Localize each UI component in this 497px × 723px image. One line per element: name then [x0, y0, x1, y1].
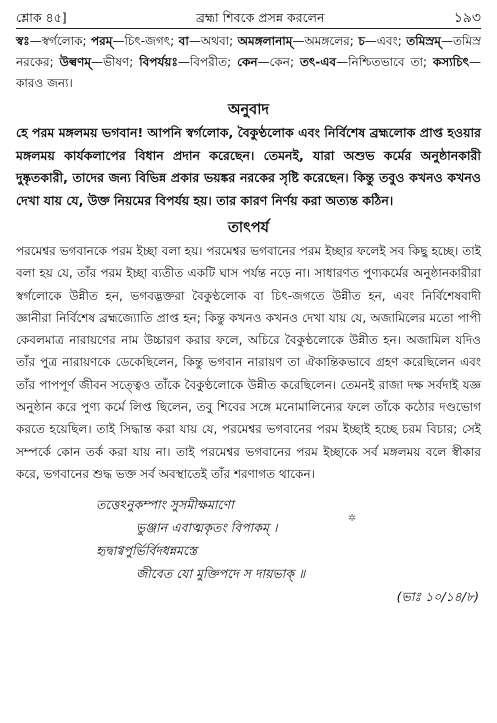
synonym-meaning: —বিপরীত;: [177, 55, 238, 69]
purport-heading: তাৎপর্য: [227, 220, 270, 236]
synonym-term: কেন: [237, 55, 258, 69]
synonym-term: তমিস্রম্: [406, 34, 441, 48]
synonym-meaning: —নিশ্চিতভাবে তা;: [336, 55, 433, 69]
synonym-meaning: —কারও জন্য।: [16, 55, 481, 90]
quote-reference: (ভাঃ ১০/১৪/৮): [396, 589, 479, 605]
synonym-term: বিপর্যয়ঃ: [139, 55, 178, 69]
translation-heading: অনুবাদ: [227, 102, 270, 118]
chapter-title: ব্রহ্মা শিবকে প্রসন্ন করলেন: [195, 10, 325, 25]
synonym-meaning: —চিৎ-জগৎ;: [112, 34, 179, 48]
synonym-meaning: —এবং;: [364, 34, 407, 48]
synonym-meaning: —স্বর্গলোক;: [29, 34, 92, 48]
star-ornament: ✲: [348, 513, 357, 524]
synonym-meaning: —তমিস্র নরকের;: [16, 34, 481, 69]
page-number: ১৯৩: [453, 10, 481, 26]
synonym-meaning: —কেন;: [257, 55, 300, 69]
synonym-term: পরম্: [91, 34, 113, 48]
synonym-meaning: —অমঙ্গলের;: [292, 34, 359, 48]
synonym-meaning: —অথবা;: [188, 34, 238, 48]
running-header: [16, 6, 481, 28]
synonym-term: বা: [178, 34, 189, 48]
synonym-term: কস্যচিৎ: [432, 55, 469, 69]
word-for-word-synonyms: [16, 31, 481, 94]
sanskrit-quote: [16, 493, 481, 608]
synonym-term: চ: [358, 34, 365, 48]
translation-text: হে পরম মঙ্গলময় ভগবান! আপনি স্বর্গলোক, বৈকুণ্ঠলোক এবং নির্বিশেষ ব্রহ্মলোক প্রাপ্ত হওয়ার মঙ্গলময় কার্যকলাপের বিধান প্রদান করেছেন। তেমনই, যারা অশুভ কর্মের অনুষ্ঠানকারী দুষ্কৃতকারী, তাদের জন্য বিভিন্ন প্রকার ভয়ঙ্কর নরকের সৃষ্টি করেছেন। কিন্তু তবুও কখনও কখনও দেখা যায় যে, উক্ত নিয়মের বিপর্যয় হয়। তার কারণ নির্ণয় করা অত্যন্ত কঠিন।: [16, 125, 481, 208]
quote-line-2: ভুঞ্জান এবাত্মকৃতং বিপাকম্ ।: [136, 520, 278, 536]
synonym-term: স্বঃ: [16, 34, 30, 48]
synonym-term: উল্বণম্: [59, 55, 92, 69]
synonym-meaning: —ভীষণ;: [91, 55, 140, 69]
quote-line-1: তত্তেঽনুকম্পাং সুসমীক্ষমাণো: [96, 497, 234, 513]
quote-line-4: জীবেত যো মুক্তিপদে স দায়ভাক্ ॥: [136, 566, 306, 582]
quote-line-3: হৃদ্বাগ্বপুর্ভির্বিদধন্নমস্তে: [96, 543, 198, 559]
synonym-term: অমঙ্গলানাম্: [237, 34, 293, 48]
synonym-term: তৎ-এব: [299, 55, 337, 69]
verse-reference: শ্লোক ৪৫]: [16, 10, 67, 25]
purport-text: পরমেশ্বর ভগবানকে পরম ইচ্ছা বলা হয়। পরমেশ্বর ভগবানের পরম ইচ্ছার ফলেই সব কিছু হচ্ছে। তাই বলা হয় যে, তাঁর পরম ইচ্ছা ব্যতীত একটি ঘাস পর্যন্ত নড়ে না। সাধারণত পুণ্যকর্মের অনুষ্ঠানকারীরা স্বর্গলোকে উন্নীত হন, ভগবদ্ভক্তরা বৈকুণ্ঠলোক বা চিৎ-জগতে উন্নীত হন, এবং নির্বিশেষবাদী জ্ঞানীরা নির্বিশেষ ব্রহ্মজ্যোতি প্রাপ্ত হন; কিন্তু কখনও কখনও দেখা যায় যে, অজামিলের মতো পাপী কেবলমাত্র নারায়ণের নাম উচ্চারণ করার ফলে, অচিরে বৈকুণ্ঠলোকে উন্নীত হন। অজামিল যদিও তাঁর পুত্র নারায়ণকে ডেকেছিলেন, কিন্তু ভগবান নারায়ণ তা ঐকান্তিকভাবে গ্রহণ করেছিলেন এবং তাঁর পাপপূর্ণ জীবন সত্ত্বেও তাঁকে বৈকুণ্ঠলোকে উন্নীত করেছিলেন। তেমনই রাজা দক্ষ সর্বদাই যজ্ঞ অনুষ্ঠান করে পুণ্য কর্মে লিপ্ত ছিলেন, তবু শিবের সঙ্গে মনোমালিন্যের ফলে তাঁকে কঠোর দণ্ডভোগ করতে হয়েছিল। তাই সিদ্ধান্ত করা যায় যে, পরমেশ্বর ভগবানের পরম ইচ্ছাই হচ্ছে চরম বিচার; সেই সম্পর্কে কোন তর্ক করা যায় না। তাই পরমেশ্বর ভগবানের পরম ইচ্ছাকে সর্ব মঙ্গলময় বলে স্বীকার করে, ভগবানের শুদ্ধ ভক্ত সর্ব অবস্থাতেই তাঁর শরণাগত থাকেন।: [16, 244, 481, 481]
